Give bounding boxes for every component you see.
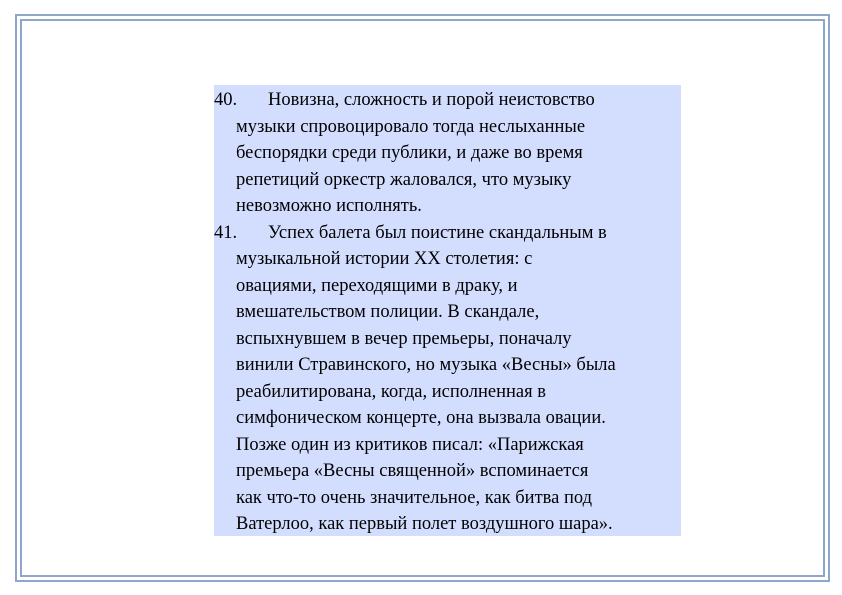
list-item-text: вспыхнувшем в вечер премьеры, поначалу — [236, 328, 572, 349]
list-item-number: 40. — [214, 90, 238, 110]
list-item-40 — [214, 87, 681, 220]
list-item-text: беспорядки среди публики, и даже во время — [236, 143, 583, 163]
list-item-text: премьера «Весны священной» вспоминается — [236, 461, 589, 481]
list-item-first-line — [214, 220, 681, 247]
list-item-text: Успех балета был поистине скандальным в — [268, 222, 607, 243]
list-item-text: Ватерлоо, как первый полет воздушного шара». — [236, 514, 613, 534]
list-item-41 — [214, 220, 681, 538]
list-item-text: Позже один из критиков писал: «Парижская — [236, 434, 584, 455]
list-item-text: овациями, переходящими в драку, и — [236, 275, 518, 296]
list-item-text: как что-то очень значительное, как битва под — [236, 487, 593, 508]
list-item-text: симфоническом концерте, она вызвала овации. — [236, 408, 606, 428]
list-item-text: винили Стравинского, но музыка «Весны» была — [236, 355, 616, 375]
text-box — [214, 85, 681, 536]
list-item-text: музыкальной истории XX столетия: с — [236, 249, 533, 269]
list-item-number: 41. — [214, 222, 238, 243]
list-item-text: невозможно исполнять. — [236, 196, 422, 216]
list-item-first-line — [214, 87, 681, 114]
list-item-text: Новизна, сложность и порой неистовство — [268, 90, 595, 110]
list-item-text: музыки спровоцировало тогда неслыханные — [236, 116, 586, 137]
list-item-text: вмешательством полиции. В скандале, — [236, 302, 540, 322]
list-item-text: реабилитирована, когда, исполненная в — [236, 381, 546, 402]
list-item-text: репетиций оркестр жаловался, что музыку — [236, 169, 572, 190]
